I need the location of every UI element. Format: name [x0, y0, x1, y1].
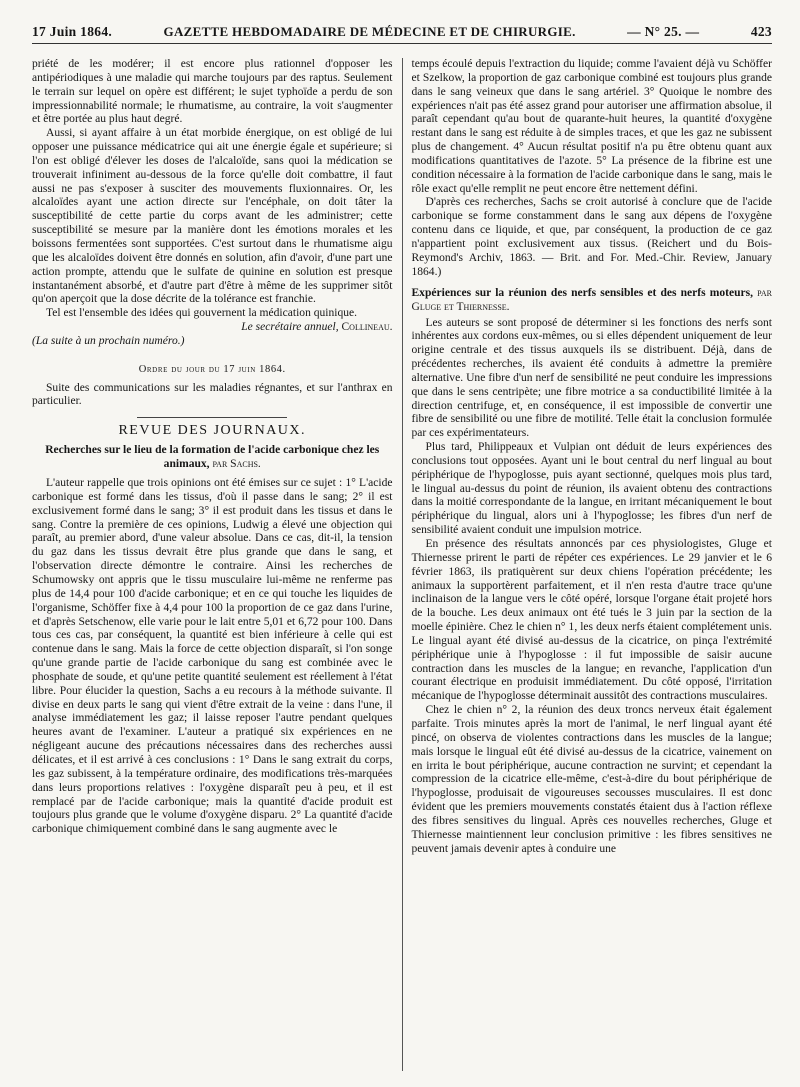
- paragraph: priété de les modérer; il est encore plus rationnel d'opposer les antipériodiques à une maladie qui marche toujours par des raptus. Seulement le terrain sur lequel on opère est différent; le sujet typhoïde a perdu de son impressionnabilité normale; le rhumatisme, au contraire, la voit s'augmenter et être portée au plus haut degré.: [32, 58, 393, 126]
- article-author: par Sachs.: [212, 458, 261, 471]
- column-divider: [402, 58, 403, 1071]
- separator-rule: [137, 417, 287, 418]
- article-title: Expériences sur la réunion des nerfs sensibles et des nerfs moteurs,: [411, 286, 754, 299]
- page-header: [32, 24, 772, 44]
- article-heading: [411, 286, 772, 314]
- paragraph: D'après ces recherches, Sachs se croit autorisé à conclure que de l'acide carbonique se forme constamment dans le sang aux dépens de l'oxygène contenu dans ce liquide, et que, par conséquent, la production de ce gaz n'appartient point exclusivement aux tissus. (Reichert und du Bois-Reymond's Archiv, 1863. — Brit. and For. Med.-Chir. Review, January 1864.): [411, 196, 772, 278]
- signature: [32, 321, 393, 335]
- left-column: [32, 58, 393, 1071]
- article-author: par Gluge et Thiernesse.: [411, 286, 772, 313]
- article-title: Recherches sur le lieu de la formation de l'acide carbonique chez les animaux,: [45, 444, 380, 471]
- agenda-heading: Ordre du jour du 17 juin 1864.: [138, 363, 286, 375]
- journal-title: GAZETTE HEBDOMADAIRE DE MÉDECINE ET DE CHIRURGIE.: [163, 24, 576, 39]
- signature-role: Le secrétaire annuel,: [241, 321, 339, 334]
- article-heading: [38, 443, 387, 471]
- text-columns: [32, 58, 772, 1071]
- paragraph: Chez le chien n° 2, la réunion des deux troncs nerveux était également parfaite. Trois minutes après la mort de l'animal, le nerf lingual ayant été pincé, on observa de violentes contractions dans les muscles de la langue; mais lorsque le lingual eût été divisé au-dessus de la cicatrice, vainement on en irrita le bout périphérique, aucune contraction ne survint; et cependant la compression de la cicatrice elle-même, c'est-à-dire du bout périphérique de l'hypoglosse, produisait de vigoureuses secousses musculaires. Il est donc évident que les premiers mouvements constatés étaient dus à l'action réflexe des fibres sensitives du lingual. Après ces nouvelles recherches, Gluge et Thiernesse maintiennent leur conclusion primitive : les fibres sensitives ne peuvent jamais devenir aptes à conduire une: [411, 704, 772, 855]
- issue-number: — N° 25. —: [627, 24, 700, 39]
- paragraph: temps écoulé depuis l'extraction du liquide; comme l'avaient déjà vu Schöffer et Szelkow, la proportion de gaz carbonique combiné est toujours plus grande dans le sang veineux que dans le sang artériel. 3° Quoique le nombre des expériences n'ait pas été assez grand pour autoriser une affirmation absolue, il paraît cependant qu'au bout de quarante-huit heures, la quantité d'oxygène restant dans le sang est réduite à de simples traces, et que les gaz ne subissent plus de changement. 4° Aucun résultat positif n'a pu être obtenu quant aux modifications quantitatives de l'azote. 5° La présence de la fibrine est une condition nécessaire à la formation de l'acide carbonique dans le sang, mais le rôle exact qu'elle remplit ne peut encore être nettement défini.: [411, 58, 772, 195]
- paragraph: Tel est l'ensemble des idées qui gouvernent la médication quinique.: [46, 307, 358, 320]
- paragraph: Les auteurs se sont proposé de déterminer si les fonctions des nerfs sont inhérentes aux cordons eux-mêmes, ou si elles dépendent uniquement de leur origine centrale et des tissus auxquels ils se distribuent. Déjà, dans de précédentes recherches, ils avaient été conduits à admettre la première alternative. Une fibre d'un nerf de sensibilité ne peut conduire les impressions que dans le sens centripète; une fibre motrice a sa conductibilité limitée à la direction centrifuge, et, en conséquence, il est impossible de convertir une fibre de sensibilité ou une fibre de motilité. Telle était la conclusion formulée par ces expérimentateurs.: [411, 316, 772, 440]
- section-title: REVUE DES JOURNAUX.: [118, 423, 307, 439]
- agenda-text: Suite des communications sur les maladies régnantes, et sur l'anthrax en particulier.: [32, 381, 393, 408]
- paragraph: Plus tard, Philippeaux et Vulpian ont déduit de leurs expériences des conclusions tout opposées. Ayant uni le bout central du nerf lingual au bout périphérique de l'hypoglosse, puis ayant sectionné, quelques mois plus tard, le lingual au-dessus du point de réunion, ils avaient obtenu des contractions dans la moitié correspondante de la langue, en irritant mécaniquement le bout périphérique du lingual, alors uni à l'hypoglosse; les fibres d'un nerf de sensibilité avaient conduit une impulsion motrice.: [411, 441, 772, 537]
- paragraph: En présence des résultats annoncés par ces physiologistes, Gluge et Thiernesse prirent le parti de répéter ces expériences. Le 29 janvier et le 6 février 1863, ils pratiquèrent sur deux chiens l'opération précédente; les animaux la supportèrent parfaitement, et il n'en resta d'autre trace qu'une inclinaison de la langue vers le côté opéré, lorsque l'organe était projeté hors de la bouche. Les deux animaux ont été tués le 3 juin par la section de la moelle épinière. Chez le chien n° 1, les deux nerfs étaient complétement unis. Le lingual ayant été divisé au-dessus de la cicatrice, on pinça l'extrémité périphérique unie à l'hypoglosse : il fut impossible de saisir aucune contraction dans les muscles de la langue; en revanche, l'application d'un courant électrique en produisit immédiatement. Du côté opposé, l'irritation mécanique de l'hypoglosse déterminait aussitôt des contractions musculaires.: [411, 538, 772, 703]
- paragraph: Aussi, si ayant affaire à un état morbide énergique, on est obligé de lui opposer une puissance médicatrice qui ait une énergie égale et supérieure; si l'on est obligé d'élever les doses de l'alcaloïde, sans quoi la médication se trouverait infiniment au-dessous de la force qu'elle doit combattre, il faut aussi ne pas s'exposer à susciter des mouvements fluxionnaires. Or, les alcaloïdes ayant une action directe sur l'encéphale, on doit tâter la susceptibilité de cette partie du corps avant de les administrer; cette susceptibilité se mesure par la manière dont les émotions morales et les boissons fermentées sont supportées. C'est surtout dans le rhumatisme aigu que les alcaloïdes doivent être donnés en solution, afin d'avoir, d'une part une action prompte, attendu que le sulfate de quinine en solution est presque instantanément absorbé, et d'autre part d'être à même de les supprimer sitôt qu'on aperçoit que la dose décrite de la tolérance est franchie.: [32, 127, 393, 306]
- signature-name: Collineau.: [341, 321, 393, 334]
- page-number: 423: [750, 24, 772, 39]
- header-date: 17 Juin 1864.: [32, 24, 113, 39]
- right-column: [411, 58, 772, 1071]
- paragraph: L'auteur rappelle que trois opinions ont été émises sur ce sujet : 1° L'acide carbonique est formé dans les tissus, d'où il passe dans le sang; 2° il est exclusivement formé dans le sang; 3° il est produit dans les tissus et dans le sang. Contre la première de ces opinions, Ludwig a élevé une objection qui paraît, au premier abord, d'une valeur absolue. Dans ce cas, dit-il, la tension du gaz dans les tissus devrait être plus grande que dans le sang, et l'observation directe démontre le contraire. Ainsi les recherches de Schumowsky ont appris que le tissu musculaire lui-même ne renferme pas plus de 14,4 pour 100 d'acide carbonique; et en ce qui touche les liquides de l'organisme, Schöffer fixe à 4,4 pour 100 la proportion de ce gaz dans l'urine, et d'après Setschenow, elle varie pour le lait entre 5,01 et 6,72 pour 100. Dans tous ces cas, par conséquent, la quantité est bien inférieure à celle qui est contenue dans le sang. Mais la force de cette objection disparaît, si l'on songe qu'une grande partie de l'acide carbonique du sang est combinée avec le phosphate de soude, et qu'une petite quantité seulement est réellement à l'état libre. Pour élucider la question, Sachs a eu recours à la méthode suivante. Il divise en deux parts le sang qui vient d'être extrait de la veine : dans l'une, il analyse immédiatement les gaz; il laisse reposer l'autre pendant quelques heures avant de l'examiner. L'auteur a pratiqué six expériences en ne négligeant aucune des précautions nécessaires dans des recherches aussi délicates, et il est arrivé à ces conclusions : 1° Dans le sang extrait du corps, les gaz subissent, à la température ordinaire, des modifications très-marquées dans leurs proportions relatives : l'oxygène disparaît peu à peu, et il est remplacé par de l'acide carbonique; mais la quantité d'acide produit est toujours plus grande que le volume d'oxygène disparu. 2° La quantité d'acide carbonique chimiquement combiné dans le sang augmente avec le: [32, 477, 393, 836]
- continuation-note: (La suite à un prochain numéro.): [32, 334, 185, 347]
